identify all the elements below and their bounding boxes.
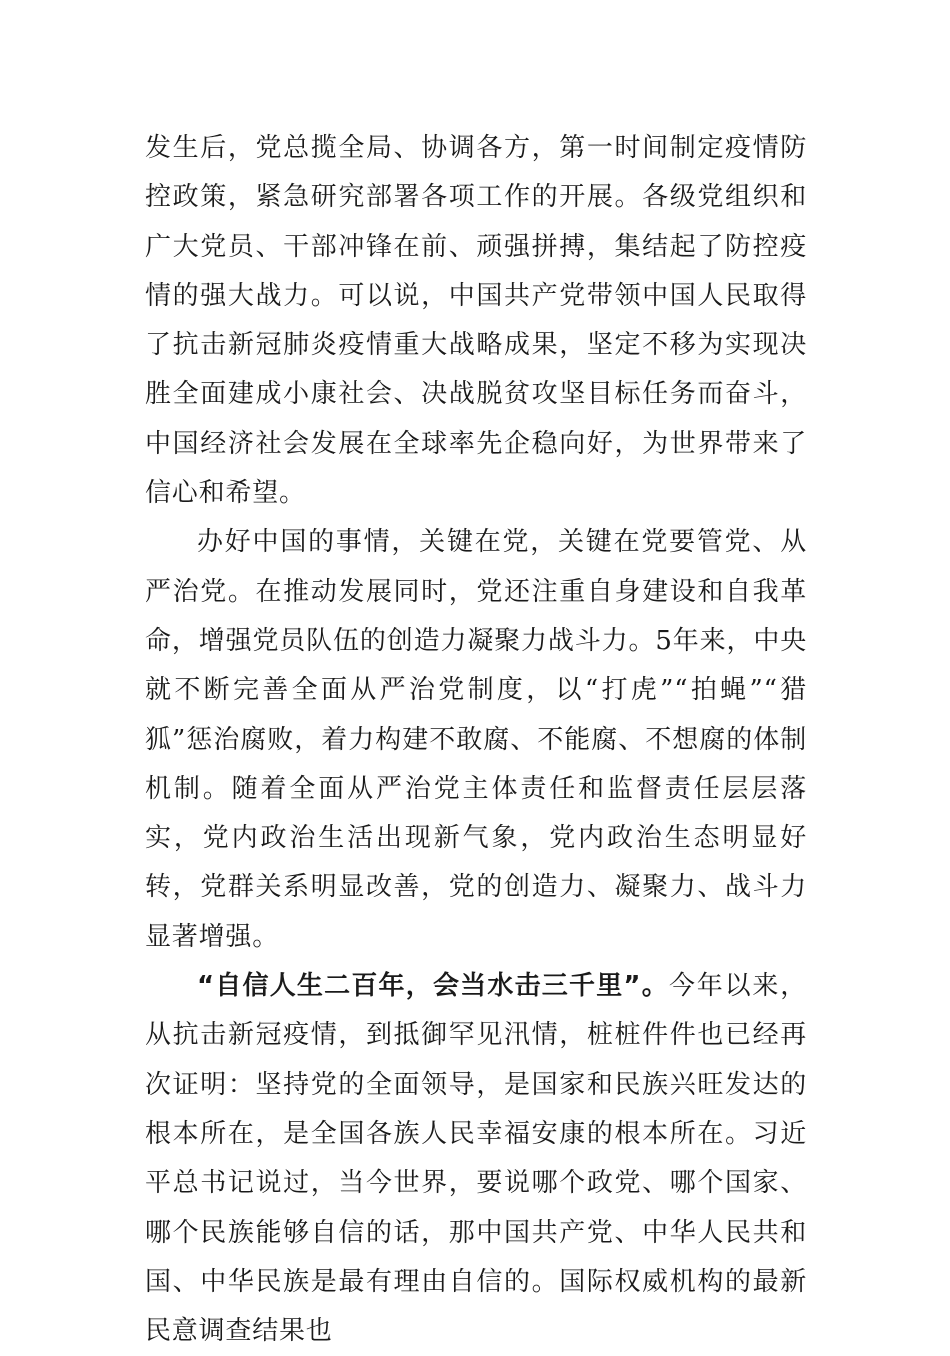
body-text	[145, 124, 807, 1356]
paragraph-body: 今年以来，从抗击新冠疫情，到抵御罕见汛情，桩桩件件也已经再次证明：坚持党的全面领导，是国家和民族兴旺发达的根本所在，是全国各族人民幸福安康的根本所在。习近平总书记说过，当今世界，要说哪个政党、哪个国家、哪个民族能够自信的话，那中国共产党、中华人民共和国、中华民族是最有理由自信的。国际权威机构的最新民意调查结果也	[145, 971, 807, 1347]
paragraph: 发生后，党总揽全局、协调各方，第一时间制定疫情防控政策，紧急研究部署各项工作的开展。各级党组织和广大党员、干部冲锋在前、顽强拼搏，集结起了防控疫情的强大战力。可以说，中国共产党带领中国人民取得了抗击新冠肺炎疫情重大战略成果，坚定不移为实现决胜全面建成小康社会、决战脱贫攻坚目标任务而奋斗，中国经济社会发展在全球率先企稳向好，为世界带来了信心和希望。	[145, 133, 807, 509]
paragraph: 办好中国的事情，关键在党，关键在党要管党、从严治党。在推动发展同时，党还注重自身建设和自我革命，增强党员队伍的创造力凝聚力战斗力。5年来，中央就不断完善全面从严治党制度，以“打虎”“拍蝇”“猎狐”惩治腐败，着力构建不敢腐、不能腐、不想腐的体制机制。随着全面从严治党主体责任和监督责任层层落实，党内政治生活出现新气象，党内政治生态明显好转，党群关系明显改善，党的创造力、凝聚力、战斗力显著增强。	[145, 527, 807, 952]
paragraph	[145, 962, 807, 1356]
bold-quote: “自信人生二百年，会当水击三千里”。	[197, 971, 669, 1002]
